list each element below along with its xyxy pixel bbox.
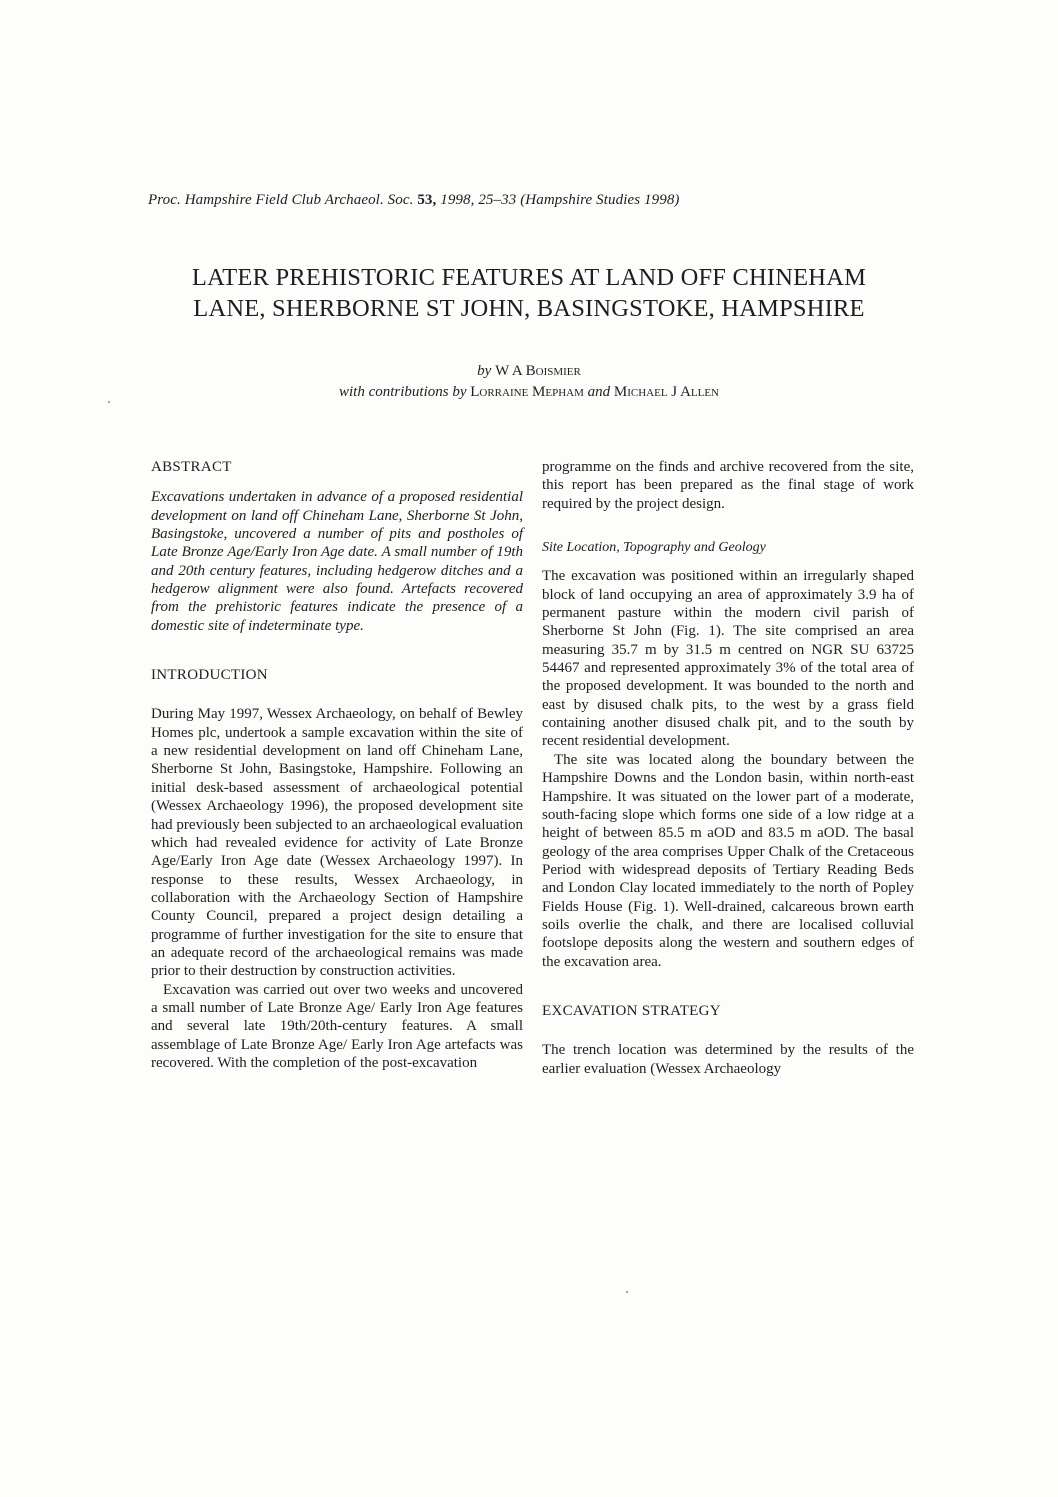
byline	[120, 361, 938, 403]
introduction-paragraph-1: During May 1997, Wessex Archaeology, on behalf of Bewley Homes plc, undertook a sample excavation within the site of a new residential development on land off Chineham Lane, Sherborne St John, Basingstoke, Hampshire. Following an initial desk-based assessment of archaeological potential (Wessex Archaeology 1996), the proposed development site had previously been subjected to an archaeological evaluation which had revealed evidence for activity of Late Bronze Age/Early Iron Age date (Wessex Archaeology 1997). In response to these results, Wessex Archaeology, in collaboration with the Archaeology Section of Hampshire County Council, prepared a project design detailing a programme of further investigation for the site to ensure that an adequate record of the archaeological remains was made prior to their destruction by construction activities.	[151, 706, 523, 980]
article-title	[120, 262, 938, 324]
left-column	[151, 458, 523, 1072]
introduction-paragraph-2: Excavation was carried out over two weeks and uncovered a small number of Late Bronze Age/ Early Iron Age features and several late 19th/20th-century features. A small assemblage of Late Bronze Age/ Early Iron Age artefacts was recovered. With the completion of the post-excavation	[151, 981, 523, 1071]
title-line-2: LANE, SHERBORNE ST JOHN, BASINGSTOKE, HAMPSHIRE	[193, 295, 865, 322]
title-line-1: LATER PREHISTORIC FEATURES AT LAND OFF CHINEHAM	[191, 264, 867, 291]
right-column	[542, 458, 914, 1078]
byline-and: and	[587, 384, 611, 400]
scan-speck	[108, 401, 110, 403]
site-paragraph-1: The excavation was positioned within an irregularly shaped block of land occupying an area of approximately 3.9 ha of permanent pasture within the modern civil parish of Sherborne St John (Fig. 1). The site comprised an area measuring 35.7 m by 31.5 m centred on NGR SU 63725 54467 and represented approximately 3% of the total area of the proposed development. It was bounded to the north and east by disused chalk pits, to the west by a grass field containing another disused chalk pit, and to the south by recent residential development.	[542, 568, 914, 750]
abstract-heading: ABSTRACT	[151, 459, 232, 475]
introduction-heading: INTRODUCTION	[151, 667, 268, 684]
contributor-2: Michael J Allen	[613, 384, 719, 400]
contributor-1: Lorraine Mepham	[470, 384, 584, 400]
introduction-paragraph-3: programme on the finds and archive recovered from the site, this report has been prepared as the final stage of work required by the project design.	[542, 459, 914, 512]
byline-with: with contributions by	[338, 384, 467, 400]
journal-citation	[148, 192, 848, 209]
author-name: W A Boismier	[495, 363, 581, 379]
site-paragraph-2: The site was located along the boundary between the Hampshire Downs and the London basin, within north-east Hampshire. It was situated on the lower part of a moderate, south-facing slope which forms one side of a low ridge at a height of between 85.5 m aOD and 83.5 m aOD. The basal geology of the area comprises Upper Chalk of the Cretaceous Period with widespread deposits of Tertiary Reading Beds and London Clay located immediately to the north of Popley Fields House (Fig. 1). Well-drained, calcareous brown earth soils overlie the chalk, and there are localised colluvial footslope deposits along the western and southern edges of the excavation area.	[542, 751, 914, 970]
abstract-text: Excavations undertaken in advance of a proposed residential development on land off Chineham Lane, Sherborne St John, Basingstoke, uncovered a number of pits and postholes of Late Bronze Age/Early Iron Age date. A small number of 19th and 20th century features, including hedgerow ditches and a hedgerow alignment were also found. Artefacts recovered from the prehistoric features indicate the presence of a domestic site of indeterminate type.	[151, 489, 523, 634]
citation-volume: 53,	[417, 192, 437, 208]
scan-speck	[626, 1291, 628, 1293]
strategy-heading: EXCAVATION STRATEGY	[542, 1002, 721, 1019]
strategy-paragraph-1: The trench location was determined by the results of the earlier evaluation (Wessex Archaeology	[542, 1042, 914, 1077]
citation-series: (Hampshire Studies 1998)	[520, 192, 680, 208]
byline-by: by	[477, 363, 492, 379]
citation-journal: Proc. Hampshire Field Club Archaeol. Soc.	[148, 192, 414, 208]
site-heading: Site Location, Topography and Geology	[542, 540, 766, 556]
citation-pages: 1998, 25–33	[440, 192, 517, 208]
